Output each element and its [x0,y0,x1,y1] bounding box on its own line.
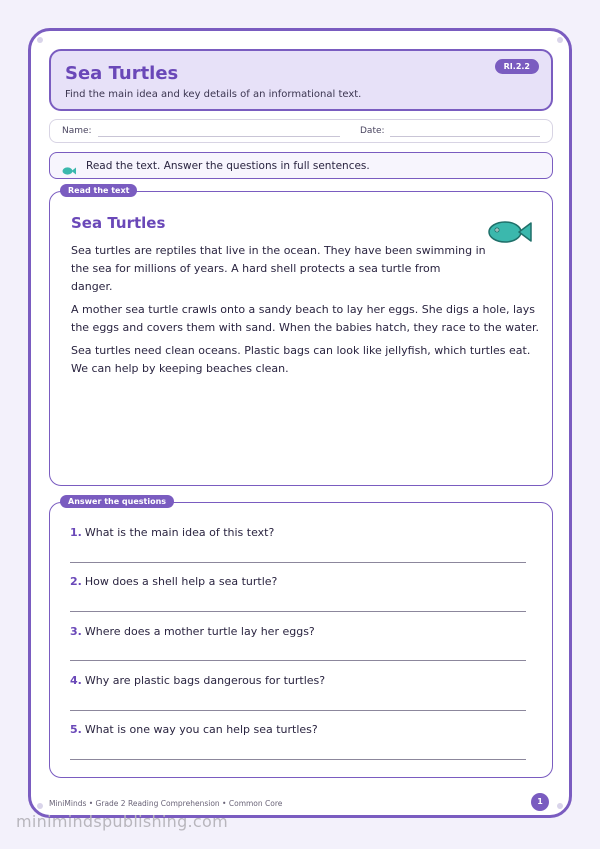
page-subtitle: Find the main idea and key details of an informational text. [65,89,362,100]
question-item [70,674,325,687]
corner-dot [37,803,43,809]
story-paragraph [71,242,486,296]
answer-line[interactable] [70,562,526,563]
name-label: Name: [62,126,92,136]
paragraph-line: danger. [71,280,113,293]
questions-tab: Answer the questions [60,495,174,508]
question-text: What is one way you can help sea turtles? [84,723,318,736]
paragraph-line: the eggs and covers them with sand. When the babies hatch, they race to the water. [71,321,539,334]
paragraph-line: Sea turtles are reptiles that live in the ocean. They have been swimming in [71,244,486,257]
answer-line[interactable] [70,660,526,661]
corner-dot [557,37,563,43]
page-number-badge: 1 [531,793,549,811]
paragraph-line: We can help by keeping beaches clean. [71,362,289,375]
footer-text: MiniMinds • Grade 2 Reading Comprehension • Common Core [49,799,283,808]
answer-line[interactable] [70,611,526,612]
date-label: Date: [360,126,385,136]
question-number: 1. [70,526,82,539]
answer-line[interactable] [70,710,526,711]
story-paragraph [71,342,530,378]
questions-panel [49,497,553,778]
question-number: 2. [70,575,82,588]
question-number: 3. [70,625,82,638]
watermark: minimindspublishing.com [16,812,229,831]
worksheet-page [28,28,572,818]
question-text: Where does a mother turtle lay her eggs? [84,625,315,638]
story-title: Sea Turtles [71,214,166,232]
paragraph-line: Sea turtles need clean oceans. Plastic bags can look like jellyfish, which turtles eat. [71,344,531,357]
paragraph-line: A mother sea turtle crawls onto a sandy beach to lay her eggs. She digs a hole, lays [71,303,536,316]
question-item [70,526,274,539]
question-text: Why are plastic bags dangerous for turtles? [84,674,326,687]
question-text: What is the main idea of this text? [84,526,275,539]
fish-icon [488,220,532,248]
date-field[interactable] [390,136,540,137]
question-text: How does a shell help a sea turtle? [84,575,278,588]
question-number: 4. [70,674,82,687]
reading-tab: Read the text [60,184,137,197]
question-item [70,625,315,638]
question-item [70,723,318,736]
name-date-row [49,119,553,143]
page-title: Sea Turtles [65,63,179,84]
title-banner [49,49,553,111]
instructions-text: Read the text. Answer the questions in full sentences. [86,160,370,172]
answer-line[interactable] [70,759,526,760]
corner-dot [37,37,43,43]
question-item [70,575,277,588]
fish-icon [62,161,76,180]
standard-badge: RI.2.2 [495,59,539,74]
story-paragraph [71,301,539,337]
question-number: 5. [70,723,82,736]
name-field[interactable] [98,136,340,137]
corner-dot [557,803,563,809]
paragraph-line: the sea for millions of years. A hard shell protects a sea turtle from [71,262,441,275]
reading-panel [49,186,553,486]
instructions-box [49,152,553,179]
